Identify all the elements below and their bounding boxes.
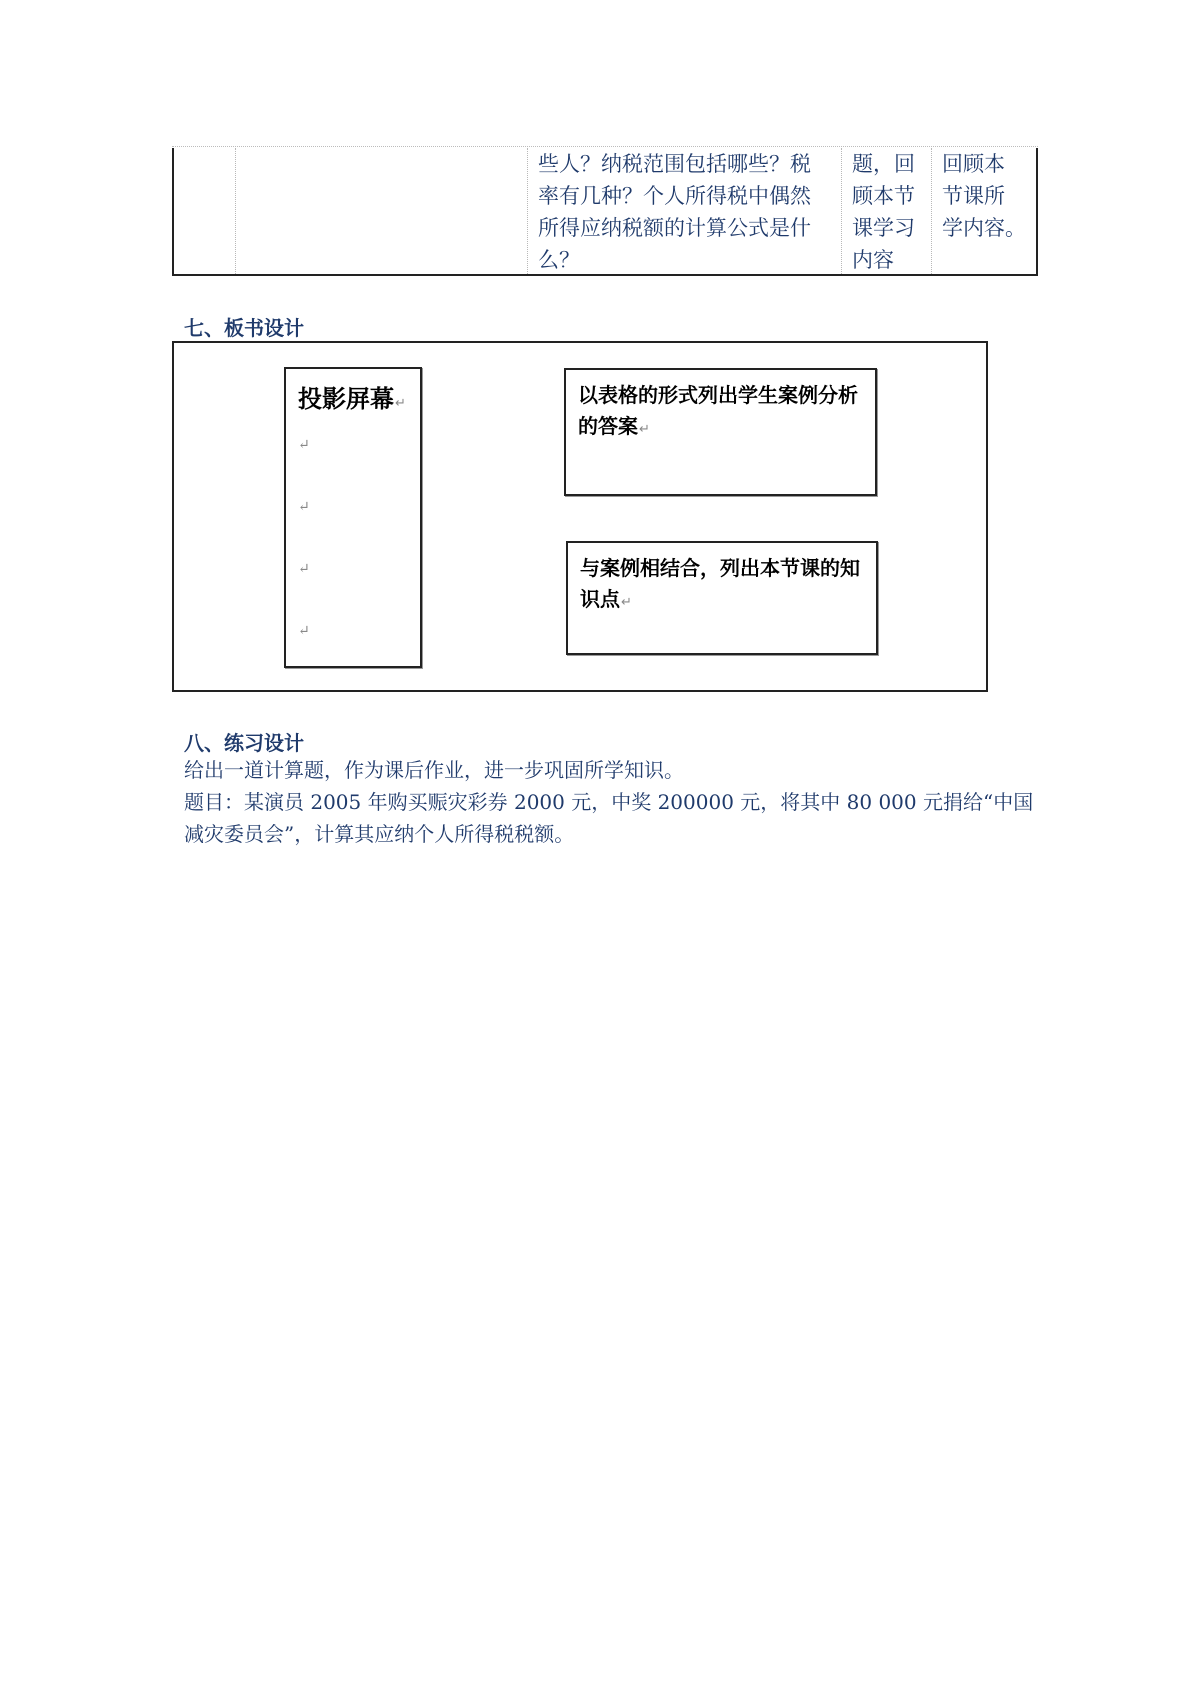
section-8-title: 八、练习设计 (184, 731, 304, 755)
exercise-question: 题目：某演员 2005 年购买赈灾彩券 2000 元，中奖 200000 元，将其中 80 000 元捐给“中国减灾委员会”，计算其应纳个人所得税税额。 (184, 790, 1034, 846)
table-cell-1 (174, 148, 236, 274)
board-design-frame (172, 341, 988, 692)
paragraph-mark-icon: ↵ (639, 422, 650, 437)
paragraph-mark-icon: ↵ (298, 437, 310, 453)
paragraph-mark-icon: ↵ (395, 396, 406, 411)
knowledge-points-label: 与案例相结合，列出本节课的知识点 (580, 556, 860, 611)
table-top-border (172, 146, 1038, 147)
lesson-table-fragment (172, 148, 1038, 276)
projection-screen-label: 投影屏幕 (298, 385, 394, 413)
table-cell-2 (236, 148, 528, 274)
table-cell-4 (842, 148, 932, 274)
section-7-title: 七、板书设计 (184, 316, 304, 340)
case-analysis-box (564, 368, 877, 496)
table-cell-5 (932, 148, 1036, 274)
paragraph-mark-icon: ↵ (298, 499, 310, 515)
design-intent-text: 回顾本 节课所 学内容。 (942, 152, 1026, 240)
paragraph-mark-icon: ↵ (298, 561, 310, 577)
table-cell-3 (528, 148, 842, 274)
knowledge-points-box (566, 541, 878, 655)
projection-screen-box (284, 367, 422, 668)
paragraph-mark-icon: ↵ (298, 623, 310, 639)
student-activity-text: 题，回 顾本节 课学习 内容 (852, 152, 915, 272)
exercise-intro: 给出一道计算题，作为课后作业，进一步巩固所学知识。 (184, 758, 684, 782)
paragraph-mark-icon: ↵ (621, 595, 632, 610)
case-analysis-label: 以表格的形式列出学生案例分析的答案 (578, 383, 858, 438)
questions-text: 些人？纳税范围包括哪些？税 率有几种？个人所得税中偶然 所得应纳税额的计算公式是什 么？ (538, 152, 811, 272)
